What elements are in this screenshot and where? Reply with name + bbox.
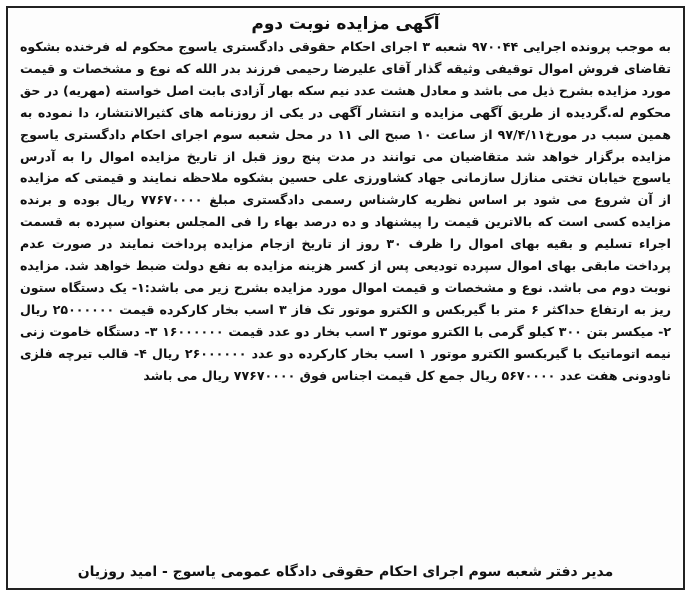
- notice-frame: [6, 6, 685, 590]
- notice-body-paragraph: به موجب پرونده اجرایی ۹۷۰۰۴۴ شعبه ۳ اجرای احکام حقوقی دادگستری یاسوج محکوم له فرخنده بشکوه تقاضای فروش اموال توقیفی وثیقه گذار آقای علیرضا رحیمی فرزند بدر الله که نوع و مشخصات و قیمت مورد مزایده بشرح ذیل می باشد و معادل هشت عدد نیم سکه بهار آزادی بابت اصل خواسته (مهریه) در حق محکوم له.گردیده از طریق آگهی مزایده و انتشار آگهی در یکی از روزنامه های کثیرالانتشار، دا نموده به همین سبب در مورخ۹۷/۴/۱۱ از ساعت ۱۰ صبح الی ۱۱ در محل شعبه سوم اجرای احکام دادگستری یاسوج مزایده برگزار خواهد شد متقاضیان می توانند در مدت پنج روز قبل از تاریخ مزایده اموال را به آدرس یاسوج خیابان تختی منازل سازمانی جهاد کشاورزی علی حسین بشکوه ملاحظه نمایند و قیمتی که مزایده از آن شروع می شود بر اساس نظریه کارشناس رسمی دادگستری مبلغ ۷۷۶۷۰۰۰۰ ریال بوده و برنده مزایده کسی است که بالاترین قیمت را پیشنهاد و ده درصد بهاء را فی المجلس بعنوان سپرده به قسمت اجراء تسلیم و بقیه بهای اموال را ظرف ۳۰ روز از تاریخ ازجام مزایده پرداخت نمایند در صورت عدم پرداخت مابقی بهای اموال سپرده تودیعی پس از کسر هزینه مزایده به نفع دولت ضبط خواهد شد. مزایده نوبت دوم می باشد. نوع و مشخصات و قیمت اموال مورد مزایده بشرح زیر می باشد:۱- یک دستگاه ستون ریز به ارتفاع حداکثر ۶ متر با گیربکس و الکترو موتور تک فاز ۳ اسب بخار کارکرده قیمت ۲۵۰۰۰۰۰۰ ریال ۲- میکسر بتن ۳۰۰ کیلو گرمی با الکترو موتور ۳ اسب بخار دو عدد قیمت ۱۶۰۰۰۰۰۰ ۳- دستگاه خاموت زنی نیمه اتوماتیک با گیربکسو الکترو موتور ۱ اسب بخار کارکرده دو عدد ۲۶۰۰۰۰۰۰ ریال ۴- قالب تیرچه فلزی ناودونی هفت عدد ۵۶۷۰۰۰۰ ریال جمع کل قیمت اجناس فوق ۷۷۶۷۰۰۰۰ ریال می باشد: [20, 39, 672, 383]
- notice-title: آگهی مزایده نوبت دوم: [251, 14, 440, 34]
- notice-signature: مدیر دفتر شعبه سوم اجرای احکام حقوقی دادگاه عمومی یاسوج - امید روزیان: [77, 564, 614, 580]
- notice-body: [20, 36, 671, 387]
